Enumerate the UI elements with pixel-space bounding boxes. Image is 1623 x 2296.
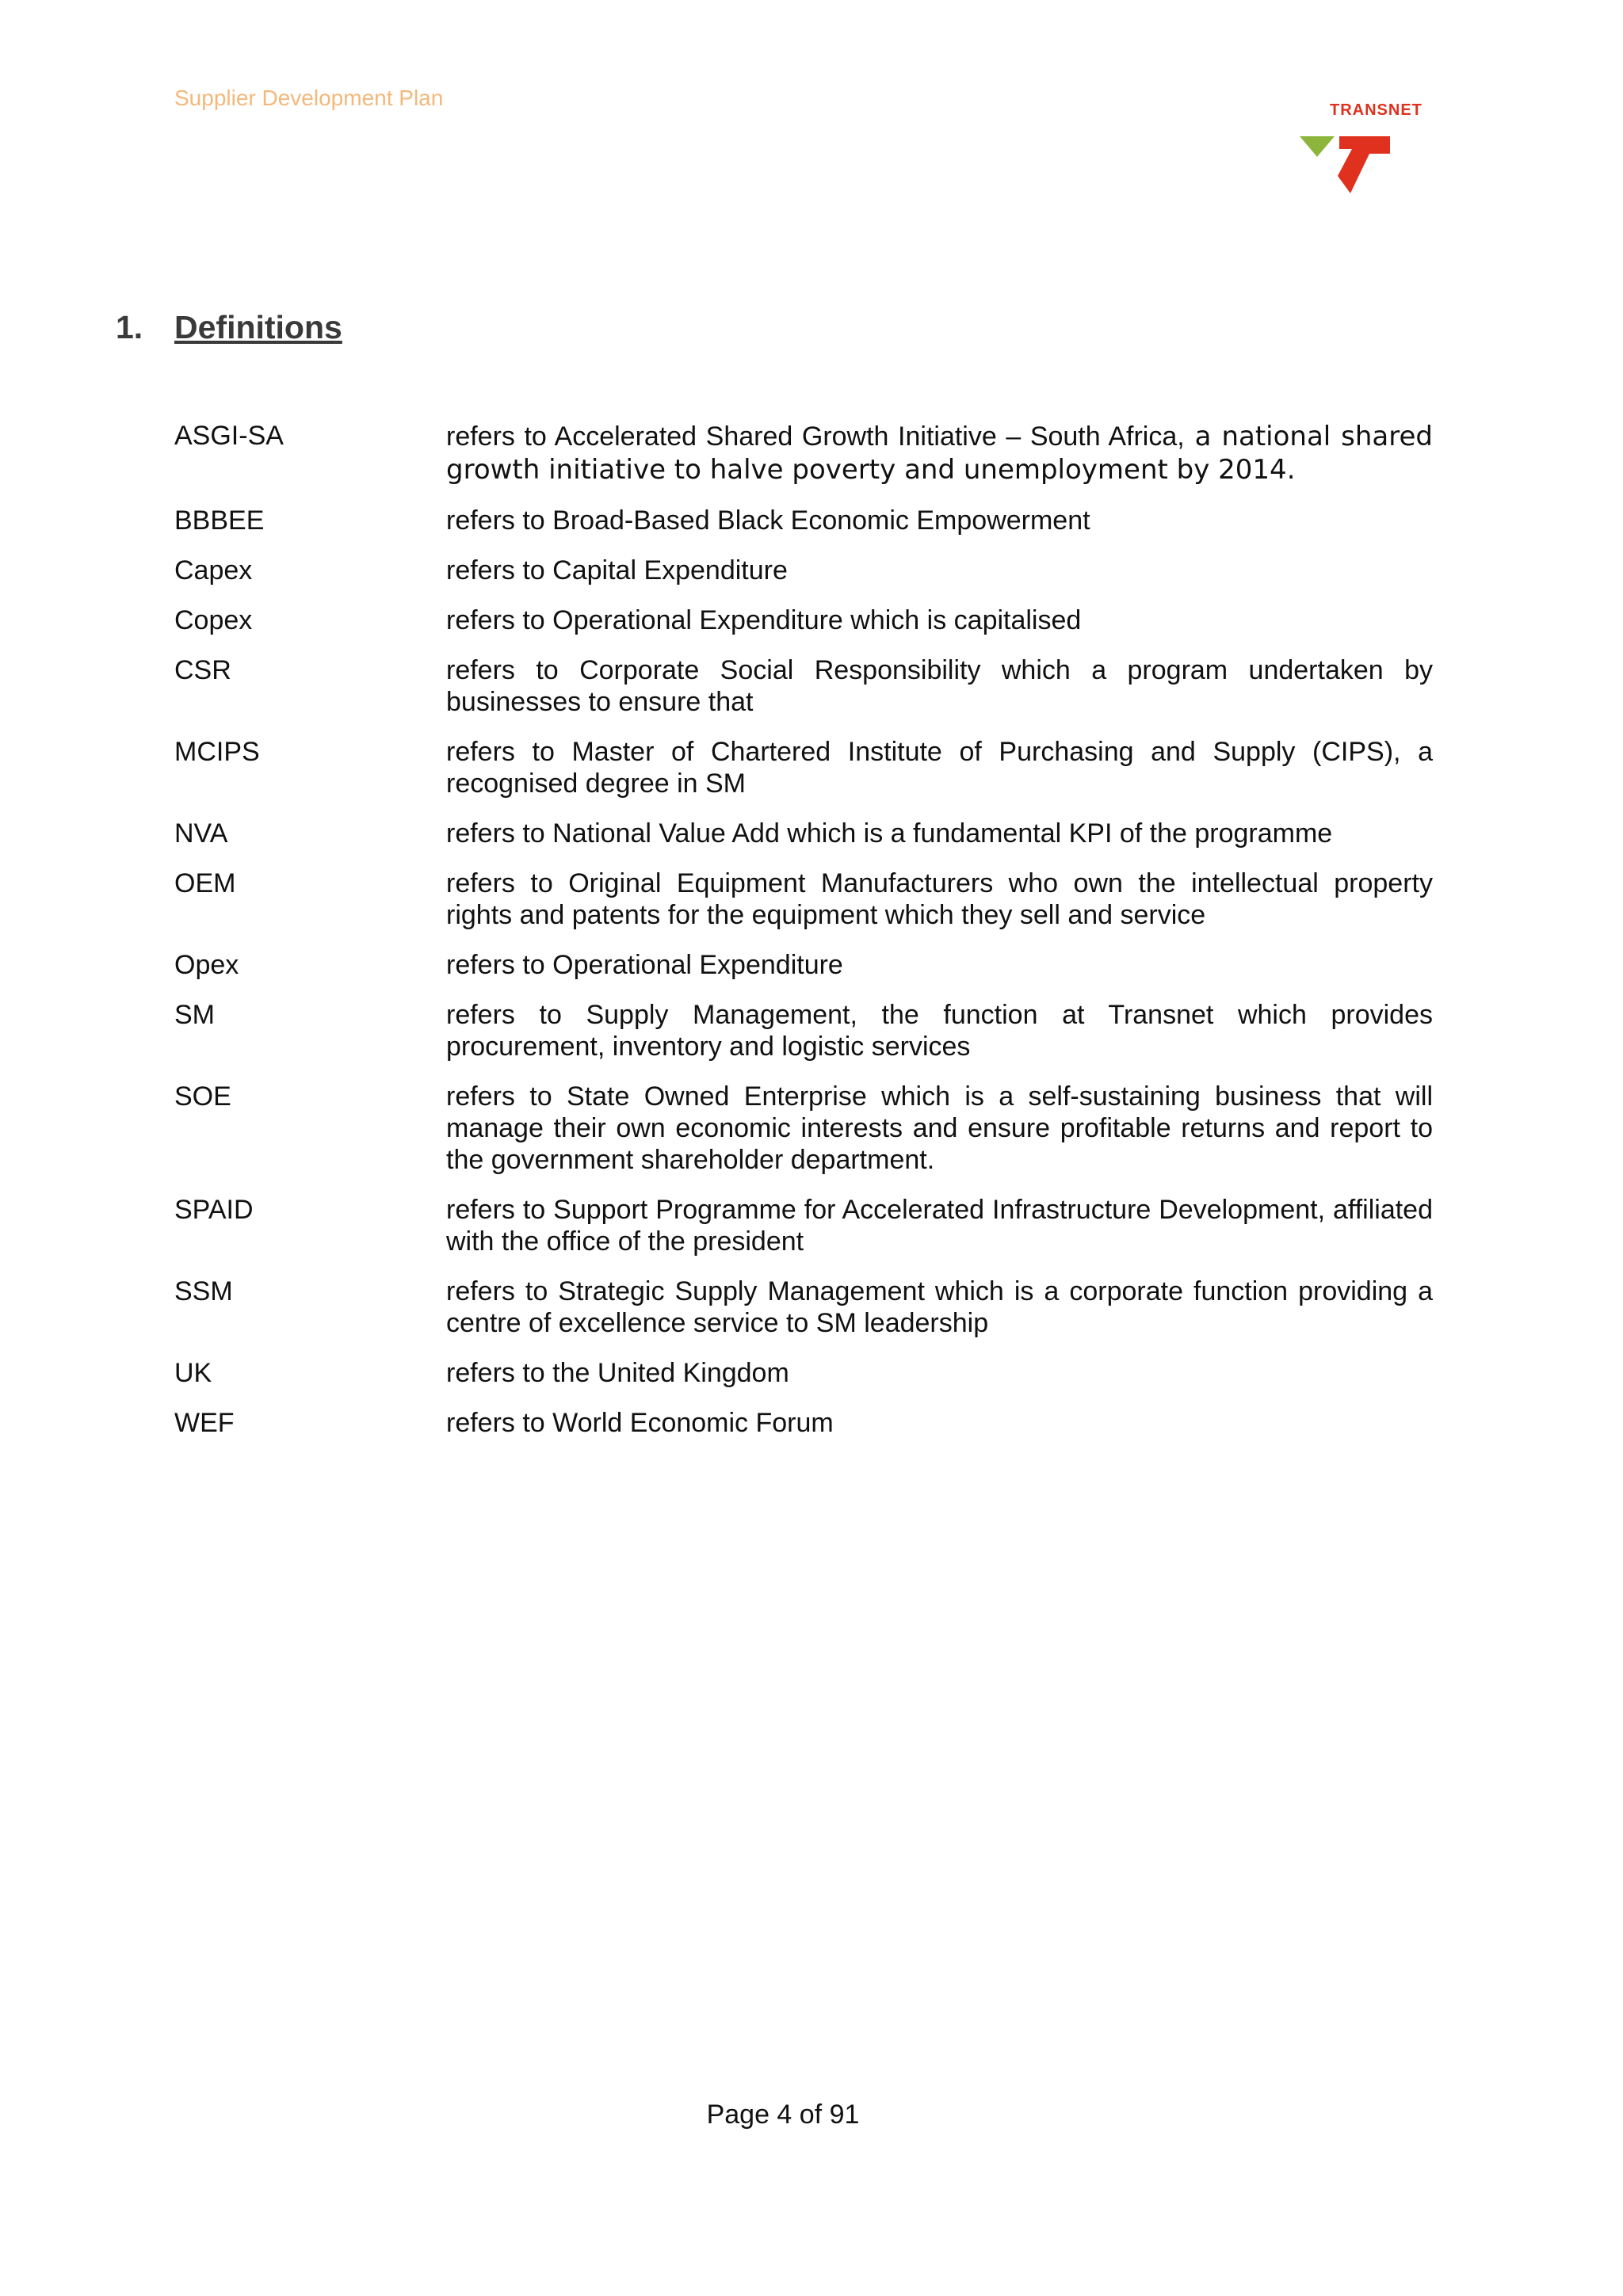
- definition-term: SM: [174, 1000, 215, 1030]
- definition-row: [174, 555, 1433, 586]
- definition-description: refers to Operational Expenditure which is capitalised: [446, 605, 1082, 635]
- definition-description: refers to Strategic Supply Management which is a corporate function providing a centre of excellence service to SM leadership: [446, 1276, 1433, 1338]
- definition-row: [174, 1194, 1433, 1257]
- definition-description: refers to Corporate Social Responsibility which a program undertaken by businesses to ensure that: [446, 655, 1433, 717]
- definition-term: OEM: [174, 868, 236, 898]
- definition-row: [174, 420, 1433, 486]
- definition-description: refers to Supply Management, the function at Transnet which provides procurement, inventory and logistic services: [446, 1000, 1433, 1062]
- definition-term: Opex: [174, 950, 239, 980]
- definition-term: Capex: [174, 555, 253, 585]
- logo-wordmark: TRANSNET: [1330, 101, 1423, 119]
- section-heading: [116, 309, 342, 346]
- definition-row: [174, 736, 1433, 799]
- definition-row: [174, 1357, 1433, 1389]
- definitions-list: [174, 420, 1433, 1457]
- definition-description: refers to Support Programme for Accelerated Infrastructure Development, affiliated with the office of the president: [446, 1195, 1433, 1257]
- definition-description-extra: a national shared growth initiative to halve poverty and unemployment by 2014.: [446, 421, 1433, 486]
- definition-row: [174, 999, 1433, 1062]
- logo-red-shape: [1338, 136, 1390, 193]
- definition-description: refers to World Economic Forum: [446, 1408, 834, 1438]
- definition-row: [174, 949, 1433, 981]
- definition-description: refers to Broad-Based Black Economic Empowerment: [446, 505, 1090, 536]
- definition-row: [174, 868, 1433, 931]
- definition-description-text: refers to Accelerated Shared Growth Initiative – South Africa,: [446, 421, 1185, 452]
- definition-row: [174, 1276, 1433, 1339]
- section-title: Definitions: [174, 309, 342, 345]
- document-header-title: Supplier Development Plan: [174, 86, 444, 110]
- definition-description: refers to Original Equipment Manufacturers who own the intellectual property rights and patents for the equipment which they sell and service: [446, 868, 1433, 930]
- definition-description: [446, 420, 1433, 486]
- definition-description: refers to National Value Add which is a fundamental KPI of the programme: [446, 818, 1333, 849]
- definition-description: refers to Master of Chartered Institute of Purchasing and Supply (CIPS), a recognised degree in SM: [446, 737, 1433, 799]
- definition-description: refers to State Owned Enterprise which is a self-sustaining business that will manage their own economic interests and ensure profitable returns and report to the government shareholder department.: [446, 1081, 1433, 1175]
- transnet-logo: [1300, 101, 1436, 204]
- definition-term: BBBEE: [174, 505, 265, 536]
- definition-term: ASGI-SA: [174, 421, 284, 451]
- page-number: Page 4 of 91: [706, 2100, 860, 2130]
- definition-term: WEF: [174, 1408, 235, 1438]
- definition-term: MCIPS: [174, 737, 260, 767]
- logo-green-triangle: [1300, 136, 1335, 157]
- definition-row: [174, 1081, 1433, 1176]
- definition-row: [174, 1407, 1433, 1439]
- definition-term: NVA: [174, 818, 228, 849]
- definition-description: refers to the United Kingdom: [446, 1358, 789, 1388]
- definition-term: SPAID: [174, 1195, 254, 1225]
- definition-row: [174, 818, 1433, 849]
- definition-row: [174, 505, 1433, 536]
- definition-row: [174, 654, 1433, 718]
- definition-description: refers to Capital Expenditure: [446, 555, 788, 585]
- definition-term: UK: [174, 1358, 212, 1388]
- definition-term: Copex: [174, 605, 253, 635]
- definition-term: SSM: [174, 1276, 233, 1306]
- definition-description: refers to Operational Expenditure: [446, 950, 843, 980]
- definition-term: SOE: [174, 1081, 231, 1112]
- transnet-logo-icon: [1300, 136, 1395, 200]
- definition-row: [174, 605, 1433, 636]
- section-number: 1.: [116, 309, 143, 345]
- definition-term: CSR: [174, 655, 231, 685]
